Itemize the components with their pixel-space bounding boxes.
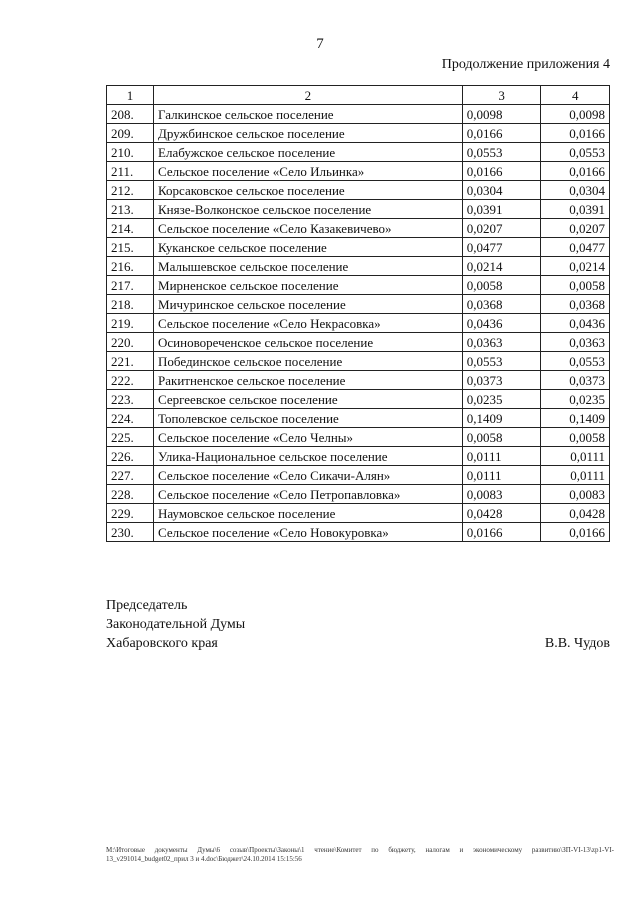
row-number: 224. bbox=[107, 409, 154, 428]
row-number: 227. bbox=[107, 466, 154, 485]
value-col-3: 0,0058 bbox=[462, 276, 541, 295]
value-col-3: 0,0111 bbox=[462, 447, 541, 466]
value-col-4: 0,0111 bbox=[541, 466, 610, 485]
table-row bbox=[107, 485, 610, 504]
table-row bbox=[107, 371, 610, 390]
value-col-4: 0,0166 bbox=[541, 124, 610, 143]
value-col-3: 0,0477 bbox=[462, 238, 541, 257]
table-row bbox=[107, 523, 610, 542]
table-row bbox=[107, 314, 610, 333]
row-number: 222. bbox=[107, 371, 154, 390]
value-col-4: 0,0111 bbox=[541, 447, 610, 466]
table-row bbox=[107, 333, 610, 352]
appendix-table bbox=[106, 85, 610, 542]
table-row bbox=[107, 105, 610, 124]
row-number: 221. bbox=[107, 352, 154, 371]
value-col-3: 0,0207 bbox=[462, 219, 541, 238]
settlement-name: Сельское поселение «Село Новокуровка» bbox=[154, 523, 463, 542]
value-col-4: 0,0553 bbox=[541, 352, 610, 371]
signature-block bbox=[106, 596, 245, 653]
settlement-name: Осиновореченское сельское поселение bbox=[154, 333, 463, 352]
settlement-name: Сельское поселение «Село Ильинка» bbox=[154, 162, 463, 181]
column-header-2: 2 bbox=[154, 86, 463, 105]
signer-name: В.В. Чудов bbox=[544, 636, 610, 651]
value-col-3: 0,0098 bbox=[462, 105, 541, 124]
value-col-3: 0,0368 bbox=[462, 295, 541, 314]
table-body bbox=[107, 105, 610, 542]
settlement-name: Сергеевское сельское поселение bbox=[154, 390, 463, 409]
value-col-3: 0,0553 bbox=[462, 143, 541, 162]
value-col-4: 0,0235 bbox=[541, 390, 610, 409]
row-number: 223. bbox=[107, 390, 154, 409]
table-header-row bbox=[107, 86, 610, 105]
value-col-4: 0,0553 bbox=[541, 143, 610, 162]
value-col-4: 0,0436 bbox=[541, 314, 610, 333]
table-row bbox=[107, 200, 610, 219]
row-number: 215. bbox=[107, 238, 154, 257]
value-col-3: 0,0166 bbox=[462, 523, 541, 542]
value-col-4: 0,0428 bbox=[541, 504, 610, 523]
value-col-4: 0,0058 bbox=[541, 276, 610, 295]
row-number: 212. bbox=[107, 181, 154, 200]
settlement-name: Ракитненское сельское поселение bbox=[154, 371, 463, 390]
value-col-4: 0,0207 bbox=[541, 219, 610, 238]
settlement-name: Побединское сельское поселение bbox=[154, 352, 463, 371]
settlement-name: Елабужское сельское поселение bbox=[154, 143, 463, 162]
value-col-4: 0,0391 bbox=[541, 200, 610, 219]
row-number: 211. bbox=[107, 162, 154, 181]
value-col-3: 0,0436 bbox=[462, 314, 541, 333]
value-col-4: 0,0058 bbox=[541, 428, 610, 447]
settlement-name: Куканское сельское поселение bbox=[154, 238, 463, 257]
value-col-3: 0,0214 bbox=[462, 257, 541, 276]
value-col-4: 0,0363 bbox=[541, 333, 610, 352]
value-col-3: 0,1409 bbox=[462, 409, 541, 428]
settlement-name: Мирненское сельское поселение bbox=[154, 276, 463, 295]
value-col-4: 0,0304 bbox=[541, 181, 610, 200]
settlement-name: Дружбинское сельское поселение bbox=[154, 124, 463, 143]
settlement-name: Сельское поселение «Село Некрасовка» bbox=[154, 314, 463, 333]
settlement-name: Малышевское сельское поселение bbox=[154, 257, 463, 276]
table-row bbox=[107, 257, 610, 276]
signature-title-line1: Председатель bbox=[106, 598, 188, 613]
row-number: 220. bbox=[107, 333, 154, 352]
settlement-name: Сельское поселение «Село Казакевичево» bbox=[154, 219, 463, 238]
settlement-name: Сельское поселение «Село Сикачи-Алян» bbox=[154, 466, 463, 485]
signature-title-line2: Законодательной Думы bbox=[106, 617, 246, 632]
value-col-4: 0,1409 bbox=[541, 409, 610, 428]
value-col-4: 0,0368 bbox=[541, 295, 610, 314]
continuation-heading: Продолжение приложения 4 bbox=[441, 57, 610, 72]
row-number: 225. bbox=[107, 428, 154, 447]
value-col-3: 0,0391 bbox=[462, 200, 541, 219]
settlement-name: Корсаковское сельское поселение bbox=[154, 181, 463, 200]
table-row bbox=[107, 219, 610, 238]
value-col-3: 0,0166 bbox=[462, 124, 541, 143]
row-number: 219. bbox=[107, 314, 154, 333]
value-col-4: 0,0373 bbox=[541, 371, 610, 390]
value-col-3: 0,0373 bbox=[462, 371, 541, 390]
row-number: 229. bbox=[107, 504, 154, 523]
settlement-name: Галкинское сельское поселение bbox=[154, 105, 463, 124]
value-col-3: 0,0363 bbox=[462, 333, 541, 352]
table-row bbox=[107, 124, 610, 143]
value-col-4: 0,0166 bbox=[541, 523, 610, 542]
table-row bbox=[107, 143, 610, 162]
table-row bbox=[107, 390, 610, 409]
table-row bbox=[107, 162, 610, 181]
settlement-name: Улика-Национальное сельское поселение bbox=[154, 447, 463, 466]
row-number: 218. bbox=[107, 295, 154, 314]
column-header-1: 1 bbox=[107, 86, 154, 105]
table-row bbox=[107, 295, 610, 314]
column-header-4: 4 bbox=[541, 86, 610, 105]
value-col-3: 0,0235 bbox=[462, 390, 541, 409]
table-row bbox=[107, 447, 610, 466]
value-col-4: 0,0477 bbox=[541, 238, 610, 257]
row-number: 228. bbox=[107, 485, 154, 504]
row-number: 209. bbox=[107, 124, 154, 143]
row-number: 208. bbox=[107, 105, 154, 124]
value-col-3: 0,0083 bbox=[462, 485, 541, 504]
value-col-4: 0,0166 bbox=[541, 162, 610, 181]
table-row bbox=[107, 276, 610, 295]
row-number: 230. bbox=[107, 523, 154, 542]
settlement-name: Наумовское сельское поселение bbox=[154, 504, 463, 523]
table-row bbox=[107, 181, 610, 200]
column-header-3: 3 bbox=[462, 86, 541, 105]
footer-file-path: M:\Итоговые документы Думы\6 созыв\Проекты\Законы\1 чтение\Комитет по бюджету, налогам и экономическому развитию\ЗП-VI-13\zp1-VI-13_v291014_budget02_прил 3 и 4.doc\Бюджет\24.10.2014 15:15:56 bbox=[106, 846, 614, 863]
value-col-4: 0,0098 bbox=[541, 105, 610, 124]
settlement-name: Сельское поселение «Село Челны» bbox=[154, 428, 463, 447]
row-number: 213. bbox=[107, 200, 154, 219]
table-row bbox=[107, 504, 610, 523]
value-col-4: 0,0083 bbox=[541, 485, 610, 504]
table-row bbox=[107, 352, 610, 371]
settlement-name: Сельское поселение «Село Петропавловка» bbox=[154, 485, 463, 504]
table-row bbox=[107, 238, 610, 257]
value-col-4: 0,0214 bbox=[541, 257, 610, 276]
settlement-name: Мичуринское сельское поселение bbox=[154, 295, 463, 314]
signature-title-line3: Хабаровского края bbox=[106, 636, 218, 651]
value-col-3: 0,0428 bbox=[462, 504, 541, 523]
value-col-3: 0,0058 bbox=[462, 428, 541, 447]
table-row bbox=[107, 466, 610, 485]
row-number: 214. bbox=[107, 219, 154, 238]
row-number: 226. bbox=[107, 447, 154, 466]
value-col-3: 0,0111 bbox=[462, 466, 541, 485]
settlement-name: Князе-Волконское сельское поселение bbox=[154, 200, 463, 219]
row-number: 210. bbox=[107, 143, 154, 162]
value-col-3: 0,0166 bbox=[462, 162, 541, 181]
row-number: 216. bbox=[107, 257, 154, 276]
value-col-3: 0,0304 bbox=[462, 181, 541, 200]
table-row bbox=[107, 428, 610, 447]
row-number: 217. bbox=[107, 276, 154, 295]
table-row bbox=[107, 409, 610, 428]
page-number: 7 bbox=[316, 36, 324, 52]
settlement-name: Тополевское сельское поселение bbox=[154, 409, 463, 428]
value-col-3: 0,0553 bbox=[462, 352, 541, 371]
